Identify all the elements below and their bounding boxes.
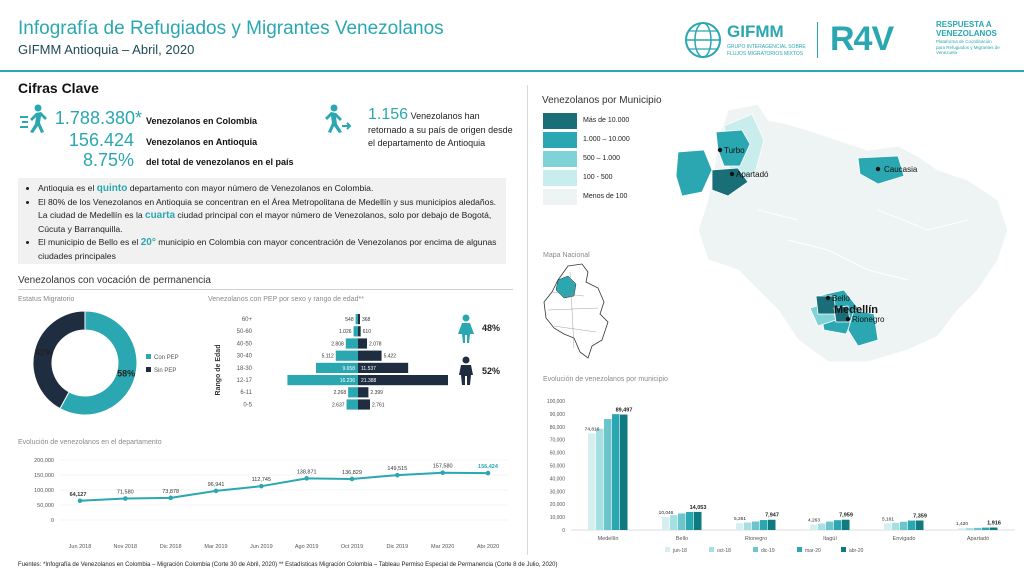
bar-data-label: 1,916: [987, 520, 1001, 527]
pyramid-data-label: 2.399: [370, 390, 383, 397]
legend-swatch: [146, 367, 151, 372]
map-title: Venezolanos por Municipio: [542, 95, 662, 106]
line-point: [395, 473, 400, 478]
pyramid-bar-male: [358, 314, 360, 324]
legend-swatch: [543, 113, 577, 129]
legend-label: dic-19: [761, 548, 775, 554]
y-tick-label: 10,000: [549, 515, 565, 522]
legend-item: 1.000 – 10.000: [543, 132, 665, 148]
municipal-bar: [694, 512, 702, 530]
bar-data-label: 5,161: [881, 517, 895, 523]
key-label-antioquia: Venezolanos en Antioquia: [146, 137, 258, 147]
municipal-bar: [670, 515, 678, 530]
r4v-small-text: Plataforma de Coordinación para Refugiados y Migrantes de Venezuela: [936, 39, 1000, 55]
municipal-bar: [900, 522, 908, 530]
municipal-bar: [752, 521, 760, 530]
pyramid-data-label: 2.808: [331, 341, 344, 348]
pyramid-data-label: 2.268: [333, 390, 347, 397]
place-bello: Bello: [832, 294, 850, 303]
x-tick-label: Medellín: [597, 536, 619, 542]
pyramid-data-label: 368: [362, 317, 371, 323]
migrant-walking-icon: [18, 104, 52, 134]
key-value-colombia: 1.788.380*: [54, 108, 142, 128]
x-tick-label: Rionegro: [744, 536, 768, 542]
municipal-bar: [982, 528, 990, 530]
municipal-bar: [958, 528, 966, 530]
x-tick-label: Mar 2020: [431, 544, 455, 550]
section-divider: [18, 289, 513, 290]
returned-text: Venezolanos han retornado a su país de origen desde el departamento de Antioquia: [368, 111, 513, 148]
line-point: [304, 476, 309, 481]
pyramid-data-label: 610: [362, 329, 371, 336]
bar-data-label: 89,497: [615, 407, 633, 414]
male-icon: [456, 356, 476, 386]
line-data-label: 96,941: [207, 481, 225, 488]
municipal-bar: [818, 524, 826, 530]
bar-data-label: 14,053: [689, 504, 707, 511]
municipal-bar: [744, 523, 752, 530]
fact-item: • El 80% de los Venezolanos en Antioquia se concentran en el Área Metropolitana de Medellín y sus municipios aledaños. La ciudad de Medellín es la cuarta ciudad principal con el mayor número de Venezolanos, solo por debajo de Bogotá, Cúcuta y Barranquilla.: [38, 196, 498, 237]
line-point: [214, 489, 219, 494]
y-tick-label: 100,000: [546, 399, 565, 405]
y-tick-label: 50,000: [37, 503, 54, 509]
line-data-label: 64,127: [69, 491, 87, 498]
logo-divider: [817, 22, 818, 58]
municipal-bar: [662, 517, 670, 530]
y-tick-label: 200,000: [34, 458, 54, 464]
returned-value: 1.156: [368, 106, 409, 123]
legend-swatch: [797, 547, 802, 552]
municipal-bar: [810, 525, 818, 530]
pyramid-data-label: 2.637: [332, 402, 345, 409]
gifmm-tagline-1: GRUPO INTERAGENCIAL SOBRE: [727, 44, 806, 50]
municipal-bar: [760, 520, 768, 530]
bar-data-label: 5,261: [733, 517, 747, 523]
colombia-map: [538, 262, 618, 362]
key-label-colombia: Venezolanos en Colombia: [146, 116, 258, 126]
x-tick-label: Oct 2019: [340, 544, 364, 550]
y-tick-label: 80,000: [549, 424, 565, 431]
legend-label: Con PEP: [154, 355, 179, 361]
legend-swatch: [841, 547, 846, 552]
fact-item: • Antioquia es el quinto departamento con mayor número de Venezolanos en Colombia.: [38, 182, 498, 196]
legend-swatch: [146, 354, 151, 359]
page-title: Infografía de Refugiados y Migrantes Venezolanos: [18, 18, 444, 39]
line-chart-title: Evolución de venezolanos en el departamento: [18, 439, 162, 446]
pyramid-tick-label: 12-17: [236, 378, 252, 384]
key-value-antioquia: 156.424: [68, 130, 134, 150]
donut-data-label: 42%: [34, 347, 53, 358]
return-migrant-icon: [322, 104, 352, 134]
status-donut-chart: [30, 308, 210, 423]
y-tick-label: 70,000: [549, 437, 565, 444]
key-facts-list: [18, 178, 506, 264]
x-tick-label: Itagüí: [823, 536, 837, 542]
line-point: [78, 498, 83, 503]
municipal-bar: [686, 512, 694, 530]
pyramid-tick-label: 0-5: [243, 402, 252, 409]
municipal-bar: [966, 528, 974, 530]
pyramid-bar-female: [346, 338, 358, 348]
legend-item: Menos de 100: [543, 189, 665, 205]
female-percentage: 48%: [482, 323, 501, 333]
male-percentage: 52%: [482, 366, 501, 376]
y-tick-label: 90,000: [549, 411, 565, 418]
header-divider: [0, 70, 1024, 72]
donut-slice: [33, 311, 85, 409]
y-tick-label: 150,000: [34, 473, 54, 479]
pyramid-tick-label: 60+: [241, 317, 252, 323]
legend-label: jun-18: [673, 548, 687, 554]
x-tick-label: Envigado: [892, 536, 916, 542]
line-data-label: 149,515: [387, 466, 408, 473]
bar-data-label: 10,046: [658, 511, 674, 517]
municipal-bar: [842, 520, 850, 530]
line-series: [80, 473, 488, 501]
pyramid-data-label: 5.112: [321, 353, 334, 360]
legend-label: oct-18: [717, 548, 731, 554]
line-data-label: 112,745: [251, 477, 272, 484]
legend-swatch: [665, 547, 670, 552]
x-tick-label: Apartadó: [966, 536, 990, 542]
x-tick-label: Jun 2019: [250, 544, 273, 550]
municipal-bar: [884, 523, 892, 530]
pyramid-y-label: Rango de Edad: [215, 344, 222, 396]
place-apartado: Apartadó: [736, 170, 769, 179]
bar-data-label: 4,263: [807, 518, 821, 524]
y-tick-label: 0: [50, 518, 54, 524]
pyramid-data-label: 16.236: [339, 378, 355, 384]
gifmm-logo: [683, 18, 813, 63]
municipal-bar: [604, 419, 612, 530]
pyramid-data-label: 21.388: [361, 378, 377, 384]
line-point: [486, 471, 491, 476]
pyramid-data-label: 548: [345, 317, 354, 323]
municipal-evolution-bar-chart: [535, 368, 1024, 560]
r4v-tag-1: RESPUESTA A: [936, 20, 992, 29]
pyramid-bar-female: [348, 387, 358, 397]
line-data-label: 71,580: [116, 489, 134, 496]
legend-item: 500 – 1.000: [543, 151, 665, 167]
line-data-label: 157,580: [432, 463, 453, 470]
pyramid-tick-label: 40-50: [236, 341, 252, 348]
legend-swatch: [543, 170, 577, 186]
pyramid-tick-label: 6-11: [240, 390, 252, 397]
permanence-title: Venezolanos con vocación de permanencia: [18, 275, 211, 286]
page-subtitle: GIFMM Antioquia – Abril, 2020: [18, 42, 195, 57]
department-evolution-line-chart: [18, 434, 523, 556]
line-data-label: 73,878: [162, 488, 180, 495]
pyramid-bar-female: [336, 351, 358, 361]
pyramid-bar-female: [356, 314, 358, 324]
municipal-bar: [736, 523, 744, 530]
y-tick-label: 60,000: [549, 450, 565, 457]
place-rionegro: Rionegro: [852, 315, 885, 324]
pyramid-data-label: 11.537: [361, 365, 376, 372]
bar-chart-title: Evolución de venezolanos por municipio: [543, 376, 668, 383]
gifmm-logo-text: GIFMM: [727, 22, 784, 41]
y-tick-label: 50,000: [549, 463, 565, 470]
returned-block: [368, 108, 518, 151]
y-tick-label: 0: [562, 528, 565, 534]
municipal-bar: [826, 522, 834, 530]
globe-icon: [683, 20, 723, 60]
y-tick-label: 40,000: [549, 476, 565, 483]
line-point: [350, 477, 355, 482]
pyramid-bar-male: [358, 326, 361, 336]
municipal-bar: [908, 521, 916, 530]
legend-swatch: [543, 151, 577, 167]
line-data-label: 156,424: [478, 464, 498, 471]
pyramid-data-label: 2.761: [372, 402, 385, 409]
line-point: [259, 484, 264, 489]
x-tick-label: Jun 2018: [68, 544, 92, 550]
y-tick-label: 30,000: [549, 489, 565, 496]
pyramid-title: Venezolanos con PEP por sexo y rango de edad**: [208, 296, 364, 303]
pyramid-data-label: 5.422: [383, 353, 397, 360]
antioquia-map: [668, 100, 1024, 370]
municipal-bar: [678, 513, 686, 530]
legend-swatch: [543, 132, 577, 148]
legend-item: 100 - 500: [543, 170, 665, 186]
pyramid-bar-male: [358, 399, 370, 409]
y-tick-label: 20,000: [549, 502, 565, 509]
age-sex-pyramid-chart: [208, 308, 448, 433]
line-data-label: 138,871: [296, 469, 317, 476]
bar-data-label: 1,420: [955, 522, 969, 528]
y-tick-label: 100,000: [34, 488, 54, 494]
x-tick-label: Abr 2020: [476, 544, 500, 550]
national-map-label: Mapa Nacional: [543, 252, 590, 259]
pyramid-data-label: 9.658: [342, 365, 355, 372]
x-tick-label: Ago 2019: [294, 544, 319, 550]
donut-title: Estatus Migratorio: [18, 296, 75, 303]
x-tick-label: Mar 2019: [204, 544, 228, 550]
bar-data-label: 7,359: [913, 513, 927, 520]
pyramid-data-label: 1.026: [339, 329, 352, 336]
bar-data-label: 74,816: [584, 427, 600, 433]
municipal-bar: [596, 429, 604, 530]
bar-data-label: 7,959: [839, 512, 853, 519]
pyramid-bar-female: [354, 326, 358, 336]
line-point: [168, 496, 173, 501]
legend-label: abr-20: [849, 548, 864, 554]
legend-swatch: [753, 547, 758, 552]
municipal-bar: [916, 521, 924, 530]
r4v-logo: [828, 18, 1008, 63]
x-tick-label: Nov 2018: [113, 544, 138, 550]
municipal-bar: [612, 414, 620, 530]
donut-data-label: 58%: [117, 368, 136, 379]
pyramid-tick-label: 18-30: [236, 365, 252, 372]
municipal-bar: [990, 528, 998, 530]
municipal-bar: [834, 520, 842, 530]
x-tick-label: Bello: [675, 536, 689, 542]
line-point: [123, 496, 128, 501]
x-tick-label: Dic 2018: [159, 544, 182, 550]
municipal-bar: [892, 523, 900, 530]
pyramid-bar-male: [358, 387, 368, 397]
r4v-tag-2: VENEZOLANOS: [936, 29, 997, 38]
bar-data-label: 7,947: [765, 512, 779, 519]
line-data-label: 136,829: [342, 469, 362, 476]
pyramid-tick-label: 50-60: [236, 329, 252, 336]
key-value-percent: 8.75%: [82, 150, 134, 170]
municipal-bar: [588, 433, 596, 530]
pyramid-tick-label: 30-40: [236, 353, 252, 360]
place-caucasia: Caucasia: [884, 165, 918, 174]
key-label-percent: del total de venezolanos en el país: [146, 157, 294, 167]
r4v-logo-text: R4V: [830, 20, 894, 58]
fact-item: • El municipio de Bello es el 20° municipio en Colombia con mayor concentración de Venezolanos por encima de algunas ciudades principales: [38, 236, 498, 263]
place-turbo: Turbo: [724, 146, 745, 155]
gifmm-tagline-2: FLUJOS MIGRATORIOS MIXTOS: [727, 51, 804, 57]
column-divider: [527, 85, 528, 555]
x-tick-label: Dic 2019: [386, 544, 409, 550]
legend-swatch: [543, 189, 577, 205]
pyramid-bar-male: [358, 338, 367, 348]
female-icon: [456, 314, 476, 344]
municipal-bar: [974, 528, 982, 530]
pyramid-bar-female: [347, 399, 358, 409]
map-legend: [543, 113, 665, 205]
key-figures-heading: Cifras Clave: [18, 80, 99, 96]
line-point: [440, 470, 445, 475]
municipal-bar: [620, 415, 628, 530]
footer-sources: Fuentes: *Infografía de Venezolanos en Colombia – Migración Colombia (Corte 30 de Abril, 2020) ** Estadísticas Migración Colombia – Tableau Permiso Especial de Permanencia (Corte 8 de Julio, 2020): [18, 562, 558, 568]
place-medellin: Medellín: [834, 304, 879, 316]
legend-label: mar-20: [805, 548, 821, 554]
municipal-bar: [768, 520, 776, 530]
legend-item: Más de 10.000: [543, 113, 665, 129]
pyramid-data-label: 2.078: [369, 341, 382, 348]
legend-swatch: [709, 547, 714, 552]
legend-label: Sin PEP: [154, 368, 177, 374]
pyramid-bar-male: [358, 351, 382, 361]
